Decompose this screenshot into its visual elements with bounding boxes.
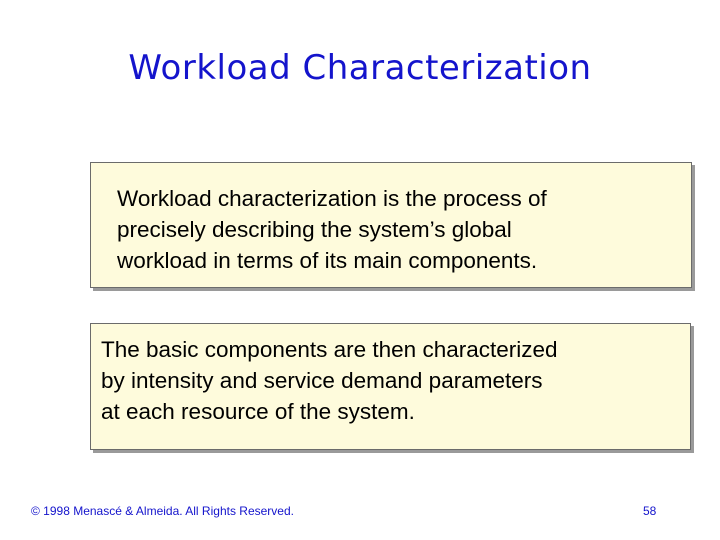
definition-text: Workload characterization is the process of precisely describing the system’s global workload in terms of its main components. — [117, 186, 547, 273]
definition-box — [90, 162, 692, 288]
slide-title: Workload Characterization — [128, 48, 592, 88]
page-number: 58 — [643, 504, 657, 518]
footer-copyright: © 1998 Menascé & Almeida. All Rights Reserved. — [31, 504, 294, 518]
components-box — [90, 323, 691, 450]
components-text: The basic components are then characterized by intensity and service demand parameters at each resource of the system. — [101, 337, 558, 424]
